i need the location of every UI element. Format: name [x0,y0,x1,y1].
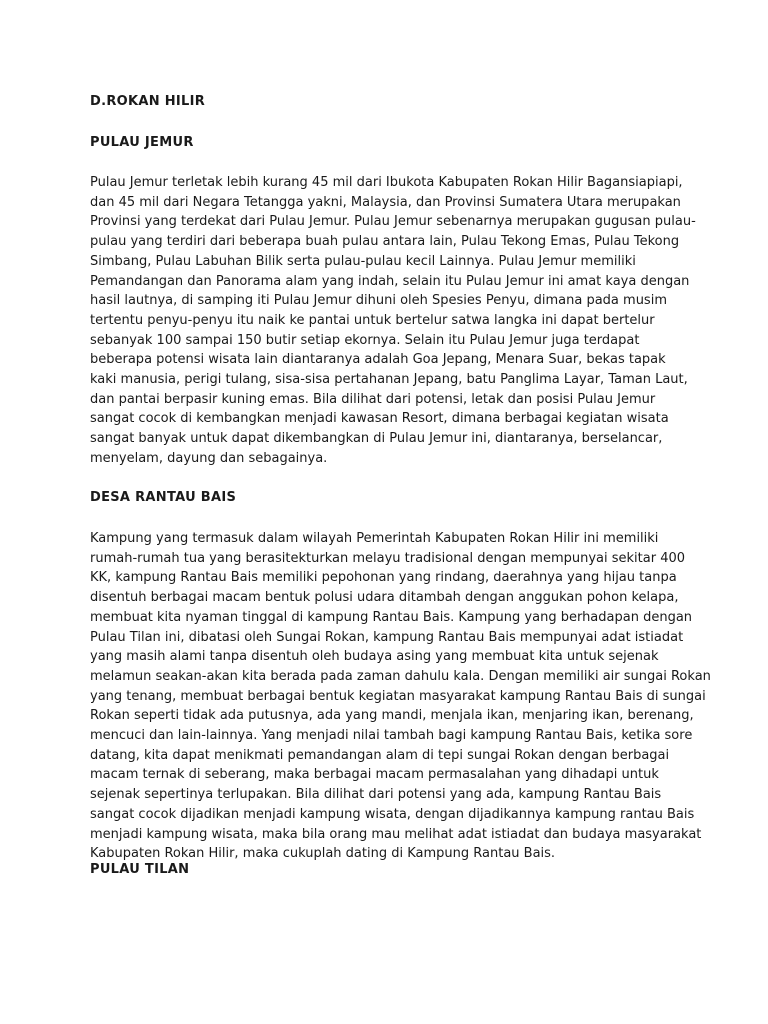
text-line: tertentu penyu-penyu itu naik ke pantai untuk bertelur satwa langka ini dapat bertelur [90,312,655,328]
text-line: dan 45 mil dari Negara Tetangga yakni, Malaysia, dan Provinsi Sumatera Utara merupakan [90,194,681,210]
text-line: beberapa potensi wisata lain diantaranya adalah Goa Jepang, Menara Suar, bekas tapak [90,352,666,368]
text-line: Pulau Jemur terletak lebih kurang 45 mil dari Ibukota Kabupaten Rokan Hilir Bagansiapiapi, [90,175,683,190]
text-line: Simbang, Pulau Labuhan Bilik serta pulau-pulau kecil Lainnya. Pulau Jemur memiliki [90,253,636,269]
heading-desa-rantau-bais: DESA RANTAU BAIS [90,490,237,505]
paragraph-pulau-jemur [90,173,696,469]
text-line: Pemandangan dan Panorama alam yang indah, selain itu Pulau Jemur ini amat kaya dengan [90,273,690,289]
text-line: disentuh berbagai macam bentuk polusi udara ditambah dengan anggukan pohon kelapa, [90,590,679,606]
text-line: hasil lautnya, di samping iti Pulau Jemur dihuni oleh Spesies Penyu, dimana pada musim [90,293,667,309]
text-line: rumah-rumah tua yang berasitekturkan melayu tradisional dengan mempunyai sekitar 400 [90,550,686,566]
text-line: Kabupaten Rokan Hilir, maka cukuplah dating di Kampung Rantau Bais. [90,846,556,862]
text-line: KK, kampung Rantau Bais memiliki pepohonan yang rindang, daerahnya yang hijau tanpa [90,570,677,586]
text-line: sangat cocok dijadikan menjadi kampung wisata, dengan dijadikannya kampung rantau Bais [90,806,695,822]
text-line: kaki manusia, perigi tulang, sisa-sisa pertahanan Jepang, batu Panglima Layar, Taman Laut, [90,372,688,388]
text-line: pulau yang terdiri dari beberapa buah pulau antara lain, Pulau Tekong Emas, Pulau Tekong [90,234,680,250]
text-line: membuat kita nyaman tinggal di kampung Rantau Bais. Kampung yang berhadapan dengan [90,609,693,625]
text-line: Provinsi yang terdekat dari Pulau Jemur. Pulau Jemur sebenarnya merupakan gugusan pulau- [90,214,696,230]
text-line: yang tenang, membuat berbagai bentuk kegiatan masyarakat kampung Rantau Bais di sungai [90,688,706,704]
text-line: menyelam, dayung dan sebagainya. [90,450,328,466]
text-line: macam ternak di seberang, maka berbagai macam permasalahan yang dihadapi untuk [90,767,659,783]
text-line: sebanyak 100 sampai 150 butir setiap ekornya. Selain itu Pulau Jemur juga terdapat [90,332,640,348]
text-line: Kampung yang termasuk dalam wilayah Pemerintah Kabupaten Rokan Hilir ini memiliki [90,531,659,546]
paragraph-desa-rantau-bais [90,529,711,864]
text-line: mencuci dan lain-lainnya. Yang menjadi nilai tambah bagi kampung Rantau Bais, ketika sore [90,728,693,744]
text-line: datang, kita dapat menikmati pemandangan alam di tepi sungai Rokan dengan berbagai [90,747,670,763]
heading-pulau-tilan: PULAU TILAN [90,862,190,877]
text-line: dan pantai berpasir kuning emas. Bila dilihat dari potensi, letak dan posisi Pulau Jemur [90,391,656,407]
text-line: sangat cocok di kembangkan menjadi kawasan Resort, dimana berbagai kegiatan wisata [90,411,669,427]
text-line: melamun seakan-akan kita berada pada zaman dahulu kala. Dengan memiliki air sungai Rokan [90,668,711,684]
text-line: Pulau Tilan ini, dibatasi oleh Sungai Rokan, kampung Rantau Bais mempunyai adat istiadat [90,629,684,645]
text-line: Rokan seperti tidak ada putusnya, ada yang mandi, menjala ikan, menjaring ikan, berenang, [90,708,694,724]
text-line: yang masih alami tanpa disentuh oleh budaya asing yang membuat kita untuk sejenak [90,649,659,665]
heading-pulau-jemur: PULAU JEMUR [90,135,194,150]
text-line: sangat banyak untuk dapat dikembangkan di Pulau Jemur ini, diantaranya, berselancar, [90,431,663,447]
section-title: D.ROKAN HILIR [90,94,206,109]
text-line: menjadi kampung wisata, maka bila orang mau melihat adat istiadat dan budaya masyarakat [90,826,702,842]
text-line: sejenak sepertinya terlupakan. Bila dilihat dari potensi yang ada, kampung Rantau Bais [90,787,662,803]
